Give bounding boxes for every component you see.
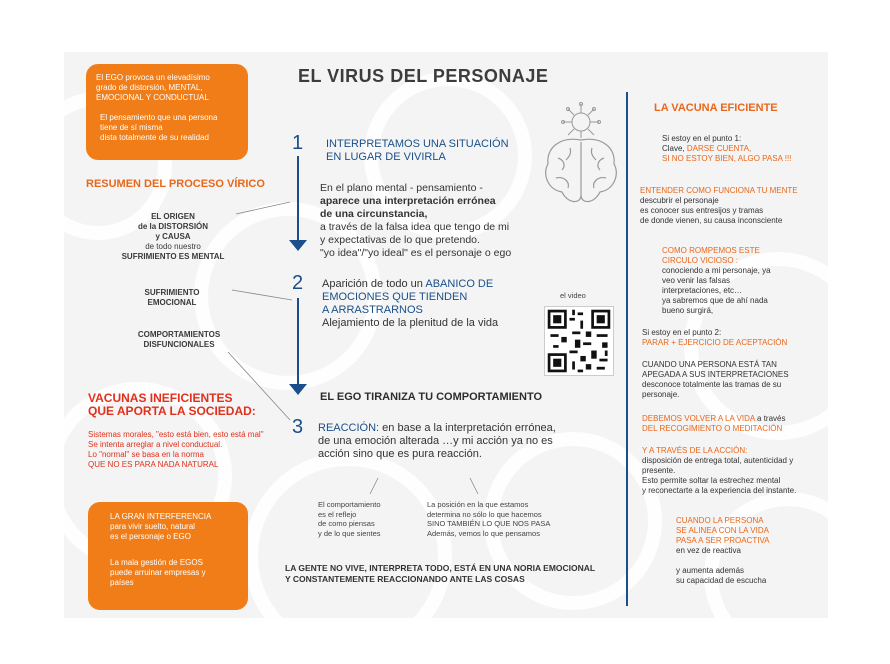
step-3-heading: REACCIÓN: [318,422,380,434]
text-line: QUE NO ES PARA NADA NATURAL [88,460,219,469]
rt-highlight: ENTENDER COMO FUNCIONA TU MENTE [640,186,798,195]
note-comportamiento [318,500,381,538]
rt-line: personaje. [642,390,680,399]
origen-line: SUFRIMIENTO ES MENTAL [121,252,225,261]
note-line: El comportamiento [318,500,381,509]
rt-line: interpretaciones, etc… [662,286,743,295]
body-line: de una circunstancia, [320,208,428,220]
apegada-block [642,360,789,400]
step-1-number: 1 [292,132,304,154]
step-1-body [320,182,560,260]
sufrimiento-line: EMOCIONAL [147,298,197,307]
rt-highlight: Y A TRAVÉS DE LA ACCIÓN: [642,446,748,455]
flow-arrow-icon [289,384,307,395]
body-line: a través de la falsa idea que tengo de mi [320,221,510,233]
footer-statement [285,563,595,585]
rt-line: disposición de entrega total, autenticidad y [642,456,794,465]
ego-box-line: grado de distorsión, MENTAL, [96,83,203,92]
rt-line: en vez de reactiva [676,546,741,555]
ego-box-line: EMOCIONAL Y CONDUCTUAL [96,93,209,102]
interferencia-line: es el personaje o EGO [110,532,191,541]
origen-line: de todo nuestro [145,242,201,251]
note-line: es el reflejo [318,509,357,519]
step-3-body: de una emoción alterada …y mi acción ya no es [318,435,553,447]
brain-virus-icon [540,100,622,210]
rt-line: Si estoy en el punto 2: [642,328,722,337]
accion-block [642,446,796,496]
sufrimiento-line: SUFRIMIENTO [144,288,200,297]
step-2-intro: Aparición de todo un [322,278,426,290]
rt-highlight: SI NO ESTOY BIEN, ALGO PASA !!! [662,154,792,163]
rt-highlight: CIRCULO VICIOSO : [662,256,739,265]
interferencia-line: países [110,578,134,587]
rt-line: CUANDO UNA PERSONA ESTÁ TAN [642,360,777,369]
note-line: SINO TAMBIÉN LO QUE NOS PASA [427,519,551,528]
note-line: Además, vemos lo que pensamos [427,528,540,538]
rt-highlight: CUANDO LA PERSONA [676,516,764,525]
rt-highlight: PARAR + EJERCICIO DE ACEPTACIÓN [642,338,788,347]
rt-line: veo venir las falsas [662,276,731,285]
text-line: Sistemas morales, "esto está bien, esto está mal" [88,430,264,439]
vacuna-eficiente-heading: LA VACUNA EFICIENTE [654,102,778,114]
rt-highlight: DARSE CUENTA, [686,144,752,153]
footer-line: Y CONSTANTEMENTE REACCIONANDO ANTE LAS COSAS [285,574,525,584]
rt-line: conociendo a mi personaje, ya [662,266,771,275]
flow-line [297,298,299,386]
step-3-body: en base a la interpretación errónea, [379,422,556,434]
rt-line: a través [754,414,786,423]
step-2-number: 2 [292,272,304,294]
ego-box-line: tiene de sí misma [100,123,163,132]
rt-highlight: DEBEMOS VOLVER A LA VIDA [642,414,755,423]
heading-line: VACUNAS INEFICIENTES [88,391,233,405]
rt-line: ya sabremos que de ahí nada [662,296,768,305]
origen-line: de la DISTORSIÓN [137,222,209,231]
note-line: de como piensas [318,519,375,528]
ego-tiraniza-heading: EL EGO TIRANIZA TU COMPORTAMIENTO [320,391,543,403]
rt-line: bueno surgirá, [662,306,714,315]
heading-line: QUE APORTA LA SOCIEDAD: [88,404,256,418]
rt-line: y aumenta además [676,566,745,575]
heading-line: EN LUGAR DE VIVIRLA [326,151,446,163]
rt-line: Clave, [662,144,687,153]
punto-2-block [642,328,787,348]
interferencia-box [88,502,248,610]
origen-line: y CAUSA [155,232,191,241]
rt-line: Si estoy en el punto 1: [662,134,742,143]
rt-line: desconoce totalmente las tramas de su [642,380,782,389]
vacunas-ineficientes-heading [88,392,256,418]
rt-highlight: COMO ROMPEMOS ESTE [662,246,760,255]
rt-line: descubrir el personaje [640,196,719,205]
step-1-heading [326,138,509,164]
step-2-highlight: A ARRASTRARNOS [322,304,423,316]
body-line: aparece una interpretación errónea [320,195,496,207]
interferencia-line: para vivir suelto, natural [110,522,195,531]
rt-line: presente. [642,466,676,475]
romper-block [662,246,771,316]
footer-line: LA GENTE NO VIVE, INTERPRETA TODO, ESTÁ EN UNA NORIA EMOCIONAL [285,563,596,573]
note-line: determina no sólo lo que hacemos [427,509,542,519]
rt-line: y reconectarte a la experiencia del instante. [642,486,797,495]
step-2-text [322,278,552,330]
rt-line: APEGADA A SUS INTERPRETACIONES [642,370,789,379]
rt-highlight: SE ALINEA CON LA VIDA [676,526,769,535]
step-3-body: acción sino que es pura reacción. [318,448,482,460]
rt-line: es conocer sus entresijos y tramas [640,206,764,215]
step-3-text [318,422,588,461]
heading-line: INTERPRETAMOS UNA SITUACIÓN [326,138,509,150]
rt-line: de donde vienen, su causa inconsciente [640,216,783,225]
entender-block [640,186,798,226]
note-line: La posición en la que estamos [427,500,529,509]
volver-block [642,414,785,434]
video-label: el video [560,291,586,300]
note-line: y de lo que sientes [318,528,381,538]
column-divider [626,92,628,606]
flow-arrow-icon [289,240,307,251]
rt-highlight: PASA A SER PROACTIVA [676,536,770,545]
comportamientos-line: DISFUNCIONALES [143,340,215,349]
step-2-body: Alejamiento de la plenitud de la vida [322,317,499,329]
page-title: EL VIRUS DEL PERSONAJE [298,66,549,86]
note-posicion [427,500,550,538]
text-line: Lo "normal" se basa en la norma [88,450,204,459]
video-qr-code[interactable] [544,306,614,376]
comportamientos-line: COMPORTAMIENTOS [137,330,221,339]
step-2-highlight: ABANICO DE [425,278,494,290]
resumen-heading: RESUMEN DEL PROCESO VÍRICO [86,178,265,190]
rt-highlight: DEL RECOGIMIENTO O MEDITACIÓN [642,424,783,433]
interferencia-line: LA GRAN INTERFERENCIA [110,512,212,521]
rt-line: su capacidad de escucha [676,576,767,585]
body-line: En el plano mental - pensamiento - [320,182,483,194]
text-line: Se intenta arreglar a nivel conductual. [88,440,223,449]
step-3-number: 3 [292,416,304,438]
rt-line: Esto permite soltar la estrechez mental [642,476,781,485]
vacunas-ineficientes-text [88,430,264,470]
interferencia-line: La mala gestión de EGOS [110,558,203,567]
origen-line: EL ORIGEN [151,212,195,221]
ego-box-line: El pensamiento que una persona [100,113,218,122]
step-2-highlight: EMOCIONES QUE TIENDEN [322,291,468,303]
body-line: "yo idea"/"yo ideal" es el personaje o ego [320,247,512,259]
ego-box-line: dista totalmente de su realidad [100,133,209,142]
ego-box-line: El EGO provoca un elevadísimo [96,73,210,82]
punto-1-block [662,134,791,164]
body-line: y expectativas de lo que pretendo. [320,234,480,246]
interferencia-line: puede arruinar empresas y [110,568,206,577]
proactiva-block [676,516,770,586]
flow-line [297,156,299,240]
